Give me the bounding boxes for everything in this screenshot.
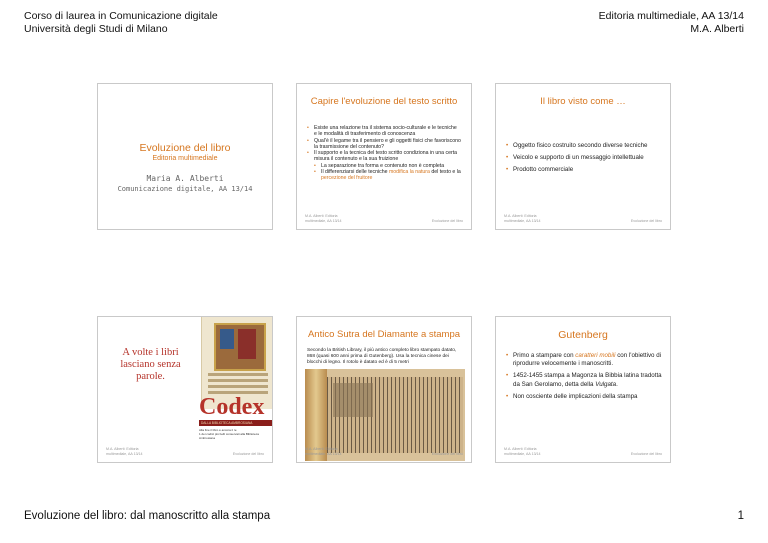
slide-5[interactable] <box>296 316 472 463</box>
slide3-bullet: • Veicolo e supporto di un messaggio intellettuale <box>506 154 664 162</box>
slide2-bullet: • Qual'è il legame tra il pensiero e gli oggetti fisici che favoriscono la trasmissione del contenuto? <box>307 138 461 151</box>
slide5-footer-author <box>305 447 342 456</box>
slide3-footer-topic: Evoluzione del libro <box>630 219 662 223</box>
slide2-bullet: • Esiste una relazione tra il sistema socio-culturale e le tecniche e le modalità di trasferimento di conoscenza <box>307 125 461 138</box>
slide5-title: Antico Sutra del Diamante a stampa <box>307 329 461 340</box>
slide1-title: Evoluzione del libro <box>139 142 231 154</box>
caption-line: Alla fine il libro è ancora il re <box>199 428 237 432</box>
slide2-subbullet: • La separazione tra forma e contenuto non è completa <box>314 163 461 169</box>
footer-author-line: M.A. Alberti: Editoria <box>504 214 537 218</box>
university-name: Università degli Studi di Milano <box>24 23 168 35</box>
footer-author-line: multimediale, AA 13/14 <box>305 218 342 223</box>
tagline-line: lasciano senza parole. <box>120 359 181 382</box>
text-span: Primo a stampare con <box>513 352 576 359</box>
slide3-bullets <box>506 142 664 174</box>
text-span: . <box>616 380 618 388</box>
slide2-title: Capire l'evoluzione del testo scritto <box>310 96 458 107</box>
slide6-bullet <box>506 352 662 368</box>
slide1-course: Comunicazione digitale, AA 13/14 <box>117 185 253 193</box>
slide2-bullets <box>307 125 461 182</box>
slide6-footer-topic: Evoluzione del libro <box>630 452 662 456</box>
slide1-subtitle: Editoria multimediale <box>152 155 218 162</box>
page-header-right <box>599 10 744 36</box>
text-span: del testo e la <box>429 169 461 176</box>
slide-4[interactable] <box>97 316 273 463</box>
tagline <box>108 347 193 383</box>
footer-author-line: M.A. Alberti: Editoria <box>305 447 338 451</box>
footer-author-line: multimediale, AA 13/14 <box>106 451 143 456</box>
slide2-footer-author <box>305 214 342 223</box>
slide3-bullet: • Oggetto fisico costruito secondo diverse tecniche <box>506 142 664 150</box>
highlight-text: percezione del fruitore <box>321 175 373 182</box>
text-span: Il differenziarsi delle tecniche <box>321 169 389 176</box>
slide5-footer-topic: Evoluzione del libro <box>431 452 463 456</box>
slide6-footer-author <box>504 447 541 456</box>
page-footer: Evoluzione del libro: dal manoscritto alla stampa <box>24 510 271 522</box>
slide6-bullet <box>506 372 662 388</box>
author-name: M.A. Alberti <box>690 23 744 35</box>
slide6-bullets <box>506 352 662 401</box>
slide2-bullet: • Il supporto e la tecnica del testo scritto condiziona in una certa misura il contenuto e la sua fruizione <box>307 150 461 163</box>
footer-author-line: M.A. Alberti: Editoria <box>106 447 139 451</box>
slide2-subbullet <box>314 169 461 182</box>
slide2-footer-topic: Evoluzione del libro <box>431 219 463 223</box>
footer-author-line: multimediale, AA 13/14 <box>504 451 541 456</box>
slide6-title: Gutenberg <box>558 329 608 341</box>
text-span: 1452-1455 stampa a Magonza la Bibbia latina tradotta da San Gerolamo, detta della <box>513 372 662 388</box>
tagline-line: A volte i libri <box>122 347 179 358</box>
italic-highlight: caratteri mobili <box>575 352 616 359</box>
page-number: 1 <box>737 510 744 522</box>
page-header-left <box>24 10 218 36</box>
slide3-title: Il libro visto come … <box>540 96 626 107</box>
slide-2[interactable] <box>296 83 472 230</box>
codex-banner: DALLA BIBLIOTECA AMBROSIANA <box>199 420 273 426</box>
footer-author-line: multimediale, AA 13/14 <box>504 218 541 223</box>
subject-name: Editoria multimediale, AA 13/14 <box>598 10 744 22</box>
slide-1[interactable] <box>97 83 273 230</box>
slide3-bullet: • Prodotto commerciale <box>506 166 664 174</box>
slide-3[interactable] <box>495 83 671 230</box>
slide4-footer-topic: Evoluzione del libro <box>232 452 264 456</box>
slide6-bullet: • Non cosciente delle implicazioni della stampa <box>506 393 662 401</box>
text-span: con l'obiettivo di riprodurre velocemente i manoscritti. <box>513 352 662 368</box>
slide3-footer-author <box>504 214 541 223</box>
italic-text: Vulgata <box>595 380 617 388</box>
slide5-text: Secondo la British Library, il più antico completo libro stampato datato, 868 (quasi 600 anni prima di Gutenberg). Usa la tecnica cinese dei blocchi di legno. Il rotolo è datato ed è di 5 metri <box>307 348 457 365</box>
highlight-text: modifica la natura <box>388 169 430 176</box>
slide1-author: Maria A. Alberti <box>146 174 224 183</box>
slide4-footer-author <box>106 447 143 456</box>
codex-caption <box>199 428 273 440</box>
slide-6[interactable] <box>495 316 671 463</box>
codex-logo: Codex <box>199 394 265 420</box>
footer-author-line: M.A. Alberti: Editoria <box>504 447 537 451</box>
footer-author-line: M.A. Alberti: Editoria <box>305 214 338 218</box>
caption-line: 1 dei codici più belli conservati alla Biblioteca Ambrosiana <box>199 432 259 440</box>
course-name: Corso di laurea in Comunicazione digitale <box>24 10 218 22</box>
footer-author-line: multimediale, AA 13/14 <box>305 451 342 456</box>
